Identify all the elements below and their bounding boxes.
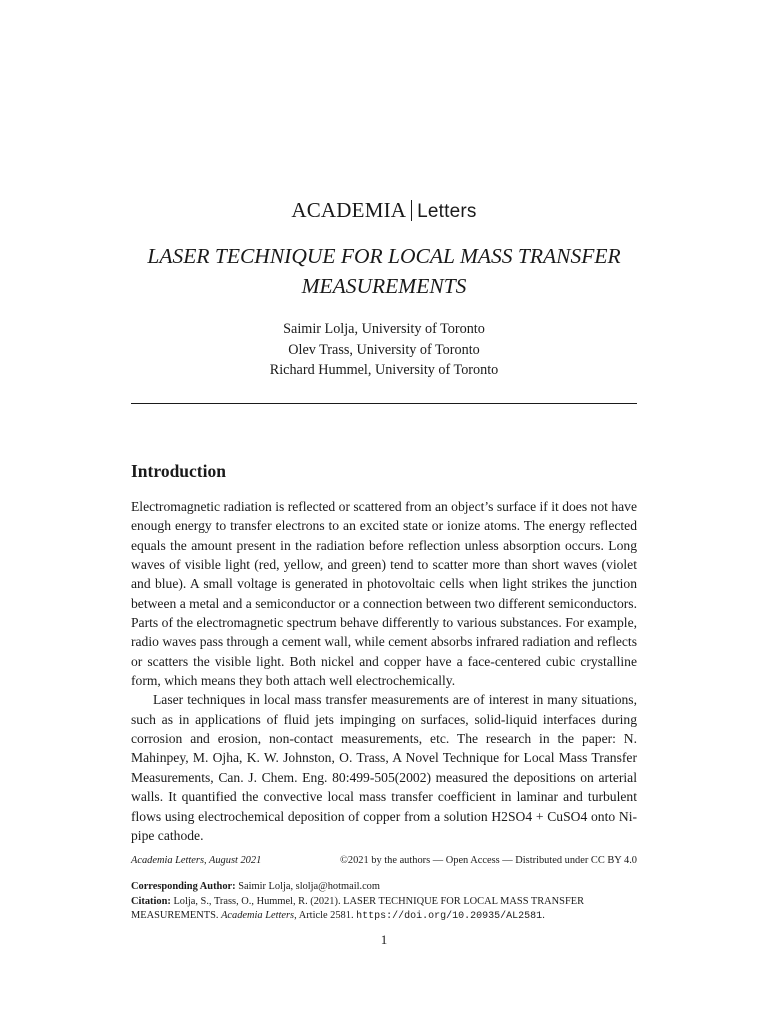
corresponding-author bbox=[131, 880, 637, 895]
brand-section: Letters bbox=[417, 201, 477, 222]
journal-brand bbox=[0, 198, 768, 223]
citation bbox=[131, 895, 637, 925]
section-heading: Introduction bbox=[131, 461, 226, 481]
citation-end: . bbox=[542, 910, 545, 921]
doi-link[interactable]: https://doi.org/10.20935/AL2581 bbox=[356, 911, 543, 922]
title-line-1: LASER TECHNIQUE FOR LOCAL MASS TRANSFER bbox=[147, 244, 621, 268]
corr-value: Saimir Lolja, slolja@hotmail.com bbox=[238, 881, 380, 892]
page-number: 1 bbox=[380, 932, 388, 947]
license-text: ©2021 by the authors — Open Access — Distributed under CC BY 4.0 bbox=[340, 855, 637, 866]
brand-divider bbox=[411, 200, 412, 221]
title-divider bbox=[131, 403, 637, 404]
footer-meta bbox=[131, 880, 637, 925]
author: Olev Trass, University of Toronto bbox=[288, 341, 480, 358]
title-line-2: MEASUREMENTS bbox=[301, 274, 467, 298]
citation-journal: Academia Letters bbox=[221, 910, 295, 921]
author: Richard Hummel, University of Toronto bbox=[269, 362, 499, 378]
citation-label: Citation: bbox=[131, 895, 171, 907]
paper-title bbox=[0, 241, 768, 301]
author-list bbox=[0, 319, 768, 381]
paragraph: Laser techniques in local mass transfer measurements are of interest in many situations, such as in applications of fluid jets impinging on surfaces, solid-liquid interfaces during corrosion and erosion, non-contact measurements, etc. The research in the paper: N. Mahinpey, M. Ojha, K. W. Johnston, O. Trass, A Novel Technique for Local Mass Transfer Measurements, Can. J. Chem. Eng. 80:499-505(2002) measured the depositions on arterial walls. It quantified the convective local mass transfer coefficient in laminar and turbulent flows using electrochemical deposition of copper from a solution H2SO4 + CuSO4 onto Ni-pipe cathode. bbox=[131, 692, 637, 843]
citation-text: Lolja, S., Trass, O., Hummel, R. (2021). LASER TECHNIQUE FOR LOCAL MASS TRANSFER MEASUREMENTS. bbox=[131, 895, 585, 921]
author: Saimir Lolja, University of Toronto bbox=[283, 321, 485, 337]
body-text bbox=[131, 497, 637, 845]
paragraph: Electromagnetic radiation is reflected or scattered from an object’s surface if it does not have enough energy to transfer electrons to an excited state or ionize atoms. The energy reflected equals the amount present in the radiation before reflection unless absorption occurs. Long waves of visible light (red, yellow, and green) tend to scatter more than short waves (violet and blue). A small voltage is generated in photovoltaic cells when light strikes the junction between a metal and a semiconductor or a connection between two different semiconductors. Parts of the electromagnetic spectrum behave differently to various substances. For example, radio waves pass through a cement wall, while cement absorbs infrared radiation and reflects or scatters the visible light. Both nickel and copper have a face-centered cubic crystalline form, which means they both attach well electrochemically. bbox=[131, 499, 637, 689]
footer-line bbox=[131, 855, 637, 866]
journal-date: Academia Letters, August 2021 bbox=[131, 855, 262, 866]
citation-article: , Article 2581. bbox=[294, 910, 354, 921]
brand-name: ACADEMIA bbox=[291, 198, 407, 222]
corr-label: Corresponding Author: bbox=[131, 881, 236, 892]
